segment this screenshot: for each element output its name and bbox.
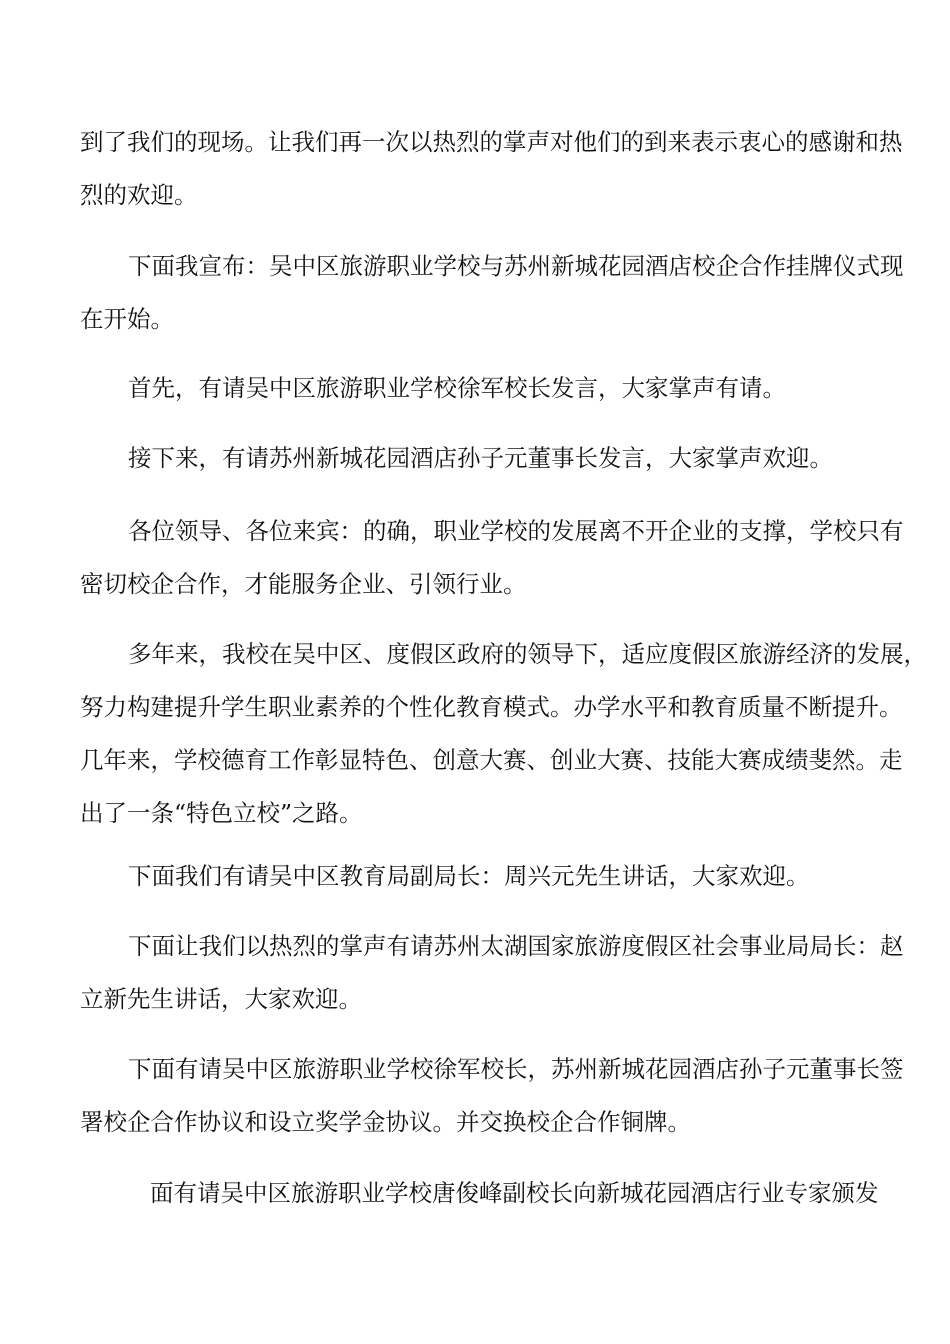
text-line: 下面有请吴中区旅游职业学校徐军校长，苏州新城花园酒店孙子元董事长签 <box>128 1055 904 1083</box>
paragraph-social-affairs <box>80 920 904 1026</box>
text-line: 首先，有请吴中区旅游职业学校徐军校长发言，大家掌声有请。 <box>128 374 786 402</box>
text-line: 在开始。 <box>80 305 174 333</box>
text-line: 几年来，学校德育工作彰显特色、创意大赛、创业大赛、技能大赛成绩斐然。走 <box>80 746 903 774</box>
text-line: 努力构建提升学生职业素养的个性化教育模式。办学水平和教育质量不断提升。 <box>80 693 903 721</box>
text-line: 密切校企合作，才能服务企业、引领行业。 <box>80 570 527 598</box>
paragraph-agreement-signing <box>80 1043 904 1149</box>
text-line: 出了一条“特色立校”之路。 <box>80 799 363 827</box>
text-line: 烈的欢迎。 <box>80 181 198 209</box>
text-line: 各位领导、各位来宾：的确，职业学校的发展离不开企业的支撑，学校只有 <box>128 517 904 545</box>
text-line: 立新先生讲话，大家欢迎。 <box>80 985 362 1013</box>
paragraph-principal-speech <box>80 362 870 415</box>
paragraph-chairman-speech <box>80 432 870 485</box>
paragraph-school-history <box>80 628 927 840</box>
text-line: 下面我们有请吴中区教育局副局长：周兴元先生讲话，大家欢迎。 <box>128 862 810 890</box>
paragraph-leaders-guests <box>80 505 904 611</box>
text-line: 接下来，有请苏州新城花园酒店孙子元董事长发言，大家掌声欢迎。 <box>128 444 833 472</box>
text-line: 面有请吴中区旅游职业学校唐俊峰副校长向新城花园酒店行业专家颁发 <box>150 1179 879 1207</box>
paragraph-announcement <box>80 240 904 346</box>
text-line: 下面让我们以热烈的掌声有请苏州太湖国家旅游度假区社会事业局局长：赵 <box>128 932 904 960</box>
paragraph-award-presentation <box>80 1167 879 1220</box>
paragraph-education-bureau <box>80 850 870 903</box>
text-line: 多年来，我校在吴中区、度假区政府的领导下，适应度假区旅游经济的发展， <box>128 640 927 668</box>
text-line: 署校企合作协议和设立奖学金协议。并交换校企合作铜牌。 <box>80 1108 691 1136</box>
text-line: 到了我们的现场。让我们再一次以热烈的掌声对他们的到来表示衷心的感谢和热 <box>80 128 903 156</box>
paragraph-continuation <box>80 116 903 222</box>
text-line: 下面我宣布：吴中区旅游职业学校与苏州新城花园酒店校企合作挂牌仪式现 <box>128 252 904 280</box>
